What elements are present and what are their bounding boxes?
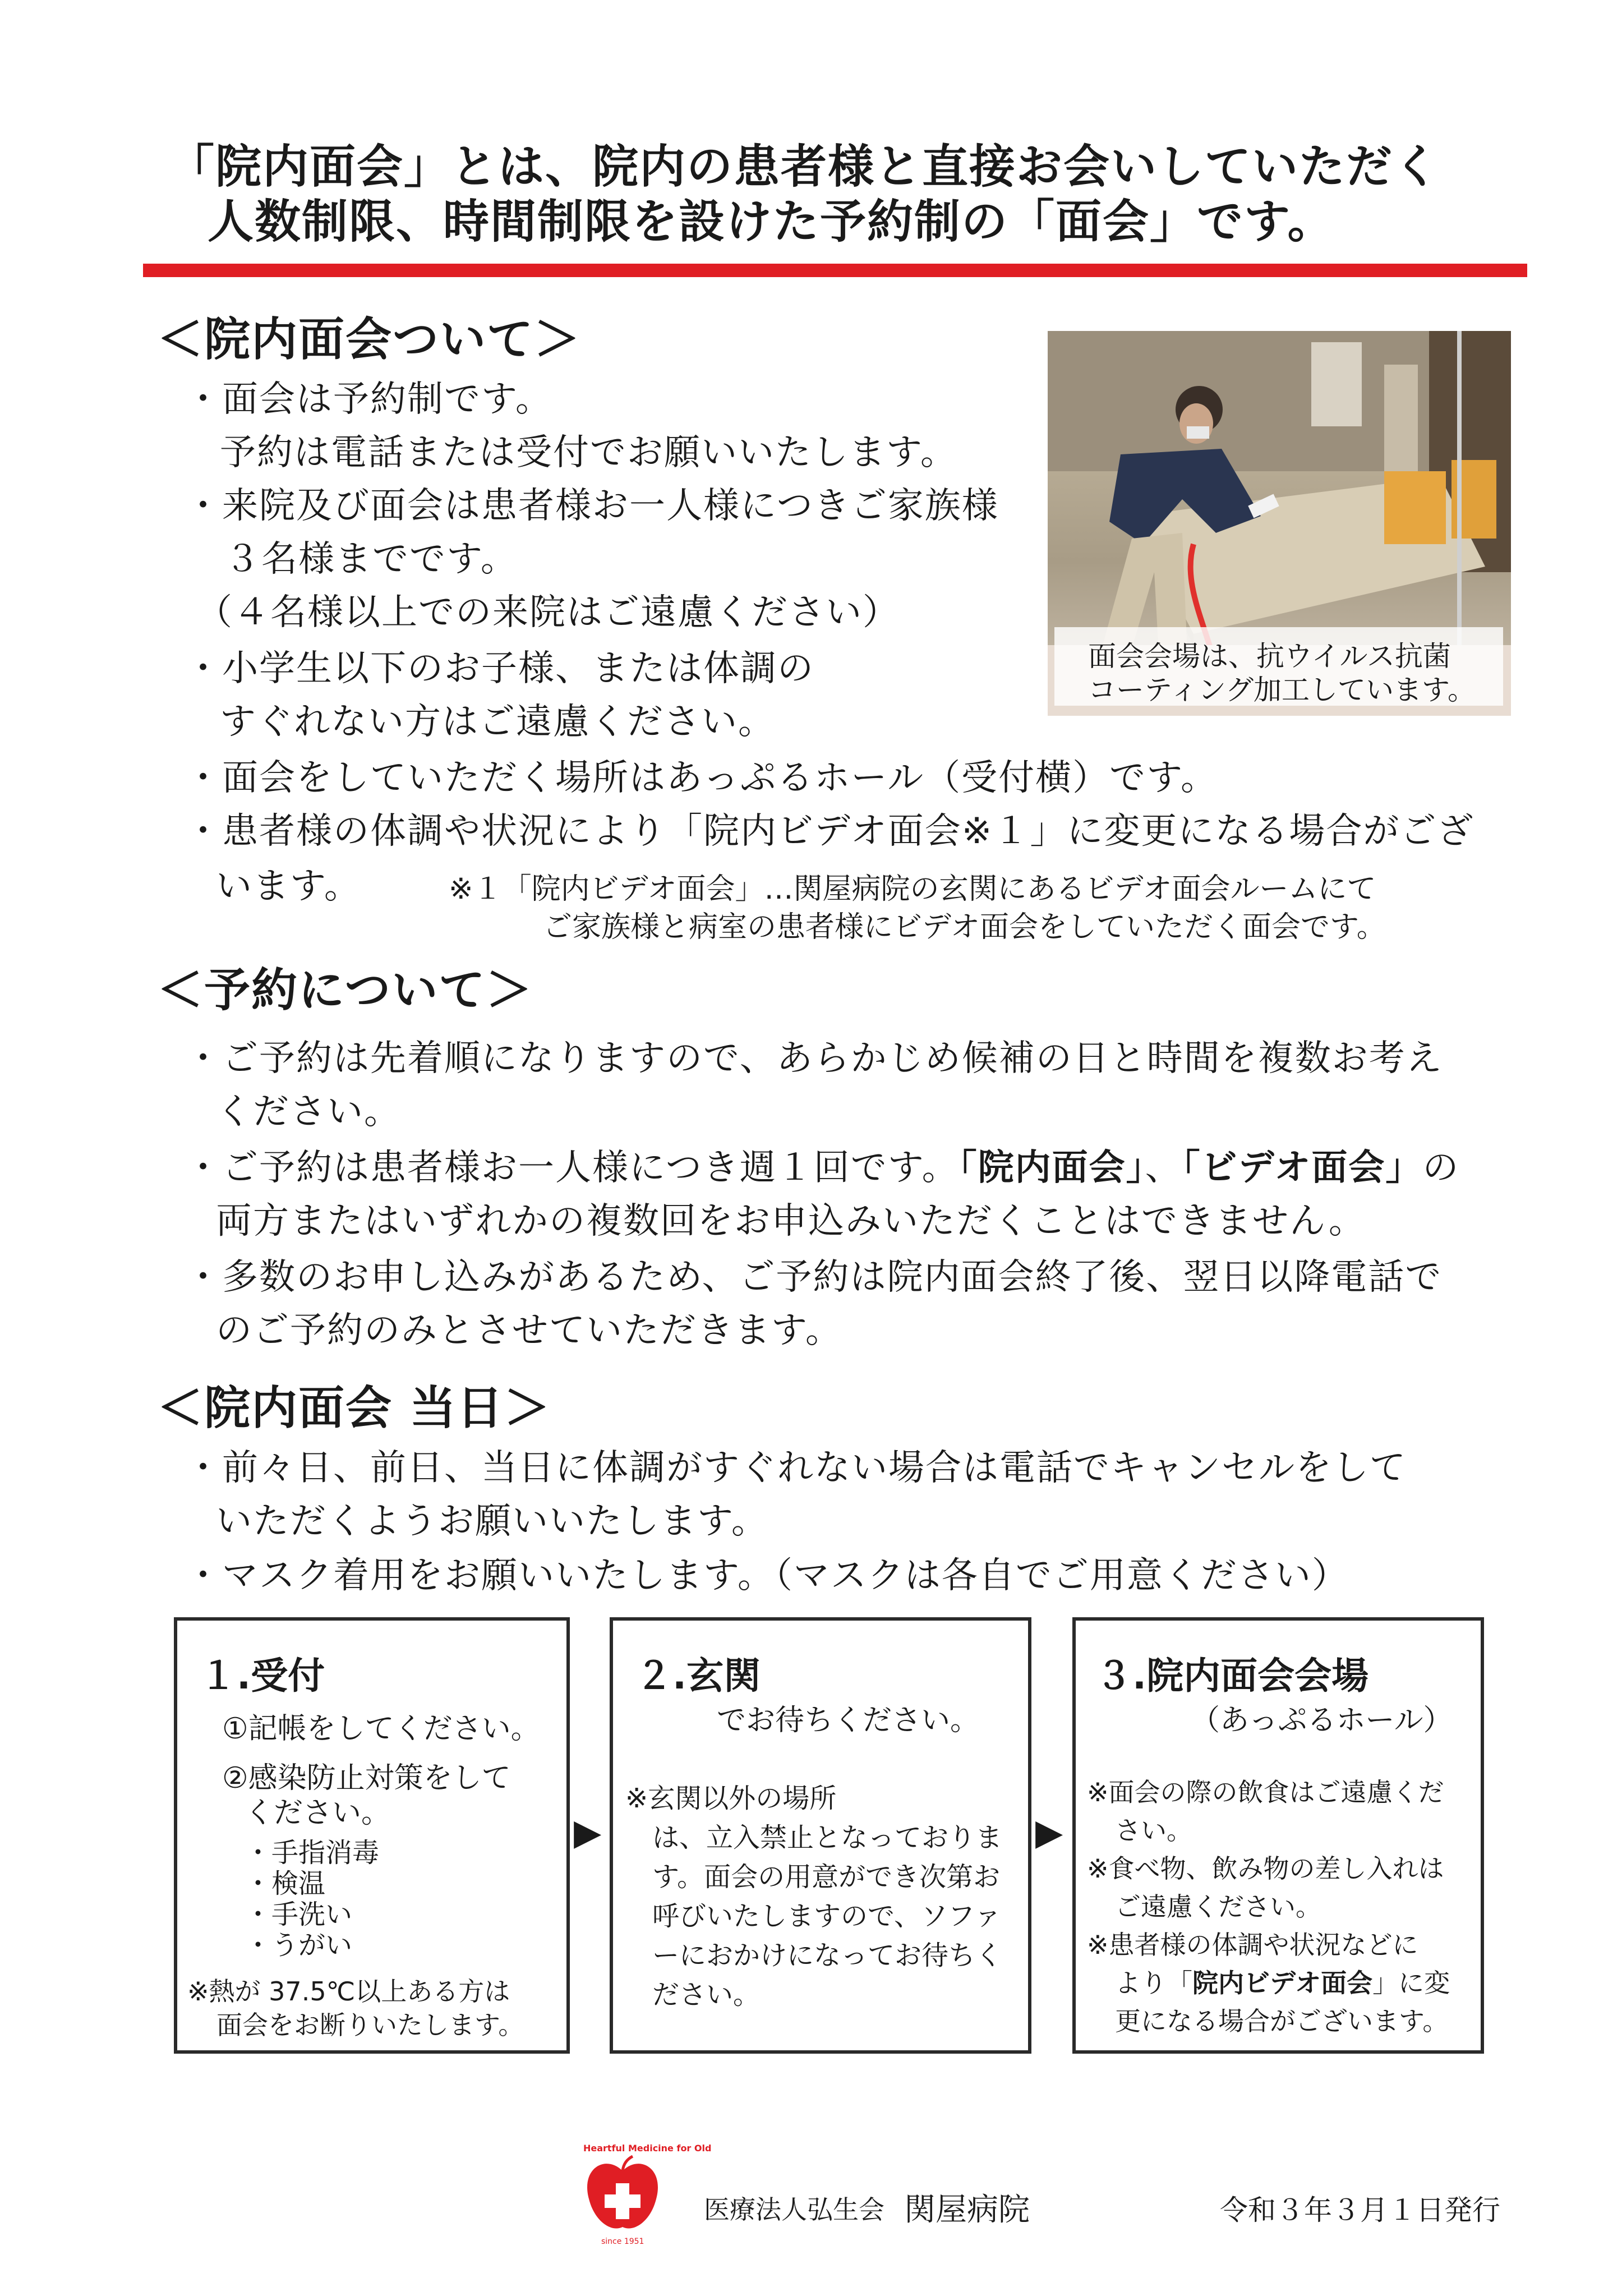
about-line-2: 予約は電話または受付でお願いいたします。 (220, 432, 957, 473)
step1-item-4: ・うがい (245, 1930, 353, 1961)
step1-note-2: 面会をお断りいたします。 (216, 2010, 524, 2040)
step1-item-2: ・検温 (245, 1868, 326, 1899)
step1-line-2: ②感染防止対策をして (222, 1761, 511, 1795)
step3-note-1: ※面会の際の飲食はご遠慮くだ (1087, 1777, 1444, 1807)
reservation-separator: 、 (1145, 1147, 1182, 1189)
reservation-inhouse-label: 「院内面会」 (959, 1147, 1145, 1189)
step2-title: ２.玄関 (635, 1654, 761, 1697)
step1-note-1: ※熱が 37.5℃以上ある方は (187, 1976, 510, 2007)
reservation-line-3-end: の (1422, 1147, 1460, 1189)
step2-line-1: でお待ちください。 (717, 1704, 980, 1737)
step-box-entrance (610, 1617, 1031, 2054)
day-of-line-1: ・前々日、前日、当日に体調がすぐれない場合は電話でキャンセルをして (185, 1447, 1407, 1489)
about-line-10: います。 (216, 866, 361, 907)
section-heading-reservation: ＜予約について＞ (157, 964, 533, 1017)
hospital-name: 関屋病院 (904, 2192, 1030, 2228)
about-line-6: ・小学生以下のお子様、または体調の (185, 648, 814, 689)
step1-line-1: ①記帳をしてください。 (222, 1712, 540, 1746)
step3-note-2: さい。 (1115, 1815, 1192, 1846)
step1-item-3: ・手洗い (245, 1899, 353, 1930)
step1-title: １.受付 (200, 1654, 325, 1697)
step3-note-7: 更になる場合がございます。 (1115, 2006, 1449, 2036)
step3-note-5: ※患者様の体調や状況などに (1087, 1930, 1418, 1960)
step2-note-6: ださい。 (652, 1979, 761, 2010)
day-of-line-3: ・マスク着用をお願いいたします。（マスクは各自でご用意ください） (185, 1555, 1349, 1596)
step-box-reception (174, 1617, 570, 2054)
day-of-line-2: いただくようお願いいたします。 (216, 1501, 768, 1542)
logo-arc-text: Heartful Medicine for Old (583, 2143, 712, 2154)
reservation-line-4: 両方またはいずれかの複数回をお申込みいただくことはできません。 (216, 1200, 1366, 1242)
step2-note-4: 呼びいたしますので、ソファ (652, 1901, 1002, 1932)
title-divider (143, 264, 1527, 277)
page-title-line1: 「院内面会」とは、院内の患者様と直接お会いしていただく (168, 140, 1441, 194)
step3-note-6-a: より「 (1115, 1968, 1192, 1998)
step-box-venue (1072, 1617, 1484, 2054)
step2-note-3: す。面会の用意ができ次第お (652, 1861, 1001, 1893)
apple-logo-icon (566, 2137, 679, 2249)
step3-title: ３.院内面会会場 (1095, 1654, 1369, 1697)
reservation-video-label: 「ビデオ面会」 (1182, 1147, 1423, 1189)
step2-note-2: は、立入禁止となっておりま (652, 1822, 1003, 1853)
step3-note-6-c: 」に変 (1372, 1968, 1450, 1998)
step2-note-5: ーにおかけになってお待ちく (652, 1940, 1003, 1971)
reservation-line-2: ください。 (216, 1091, 401, 1133)
section-heading-about: ＜院内面会ついて＞ (157, 313, 582, 366)
arrow-right-icon: ▶ (1035, 1812, 1063, 1853)
step1-item-1: ・手指消毒 (245, 1837, 380, 1869)
step3-note-3: ※食べ物、飲み物の差し入れは (1087, 1853, 1444, 1884)
reservation-line-1: ・ご予約は先着順になりますので、あらかじめ候補の日と時間を複数お考え (185, 1038, 1443, 1079)
step1-line-3: ください。 (245, 1796, 391, 1830)
hospital-logo (566, 2137, 712, 2249)
about-line-5: （４名様以上での来院はご遠慮ください） (196, 592, 900, 633)
about-line-9: ・患者様の体調や状況により「院内ビデオ面会※１」に変更になる場合がござ (185, 811, 1474, 852)
logo-since-text: since 1951 (601, 2237, 644, 2246)
step2-note-1: ※玄関以外の場所 (625, 1783, 837, 1814)
photo-caption-line-1: 面会会場は、抗ウイルス抗菌 (1088, 640, 1451, 673)
page-title-line2: 人数制限、時間制限を設けた予約制の「面会」です。 (208, 195, 1335, 249)
photo-caption-line-2: コーティング加工しています。 (1088, 674, 1476, 706)
reservation-line-3-text: ・ご予約は患者様お一人様につき週１回です。 (185, 1147, 959, 1189)
reservation-line-3 (185, 1139, 1459, 1190)
step3-video-label: 院内ビデオ面会 (1192, 1968, 1373, 1998)
about-line-8: ・面会をしていただく場所はあっぷるホール（受付横）です。 (185, 757, 1218, 799)
about-line-1: ・面会は予約制です。 (185, 379, 552, 420)
reservation-line-6: のご予約のみとさせていただきます。 (216, 1310, 842, 1351)
step3-line-1: （あっぷるホール） (1191, 1704, 1453, 1737)
footnote-line-1: ※１「院内ビデオ面会」…関屋病院の玄関にあるビデオ面会ルームにて (449, 872, 1376, 906)
about-line-4: ３名様までです。 (224, 539, 518, 580)
arrow-right-icon: ▶ (574, 1812, 602, 1853)
step3-note-4: ご遠慮ください。 (1115, 1892, 1321, 1922)
issue-date: 令和３年３月１日発行 (1220, 2194, 1500, 2226)
organization-name: 医療法人弘生会 (704, 2194, 884, 2225)
reservation-line-5: ・多数のお申し込みがあるため、ご予約は院内面会終了後、翌日以降電話で (185, 1257, 1443, 1298)
section-heading-day-of: ＜院内面会 当日＞ (157, 1382, 551, 1435)
step3-note-6 (1115, 1963, 1450, 2000)
about-line-7: すぐれない方はご遠慮ください。 (220, 701, 775, 743)
about-line-3: ・来院及び面会は患者様お一人様につきご家族様 (185, 485, 999, 527)
footnote-line-2: ご家族様と病室の患者様にビデオ面会をしていただく面会です。 (543, 910, 1386, 944)
